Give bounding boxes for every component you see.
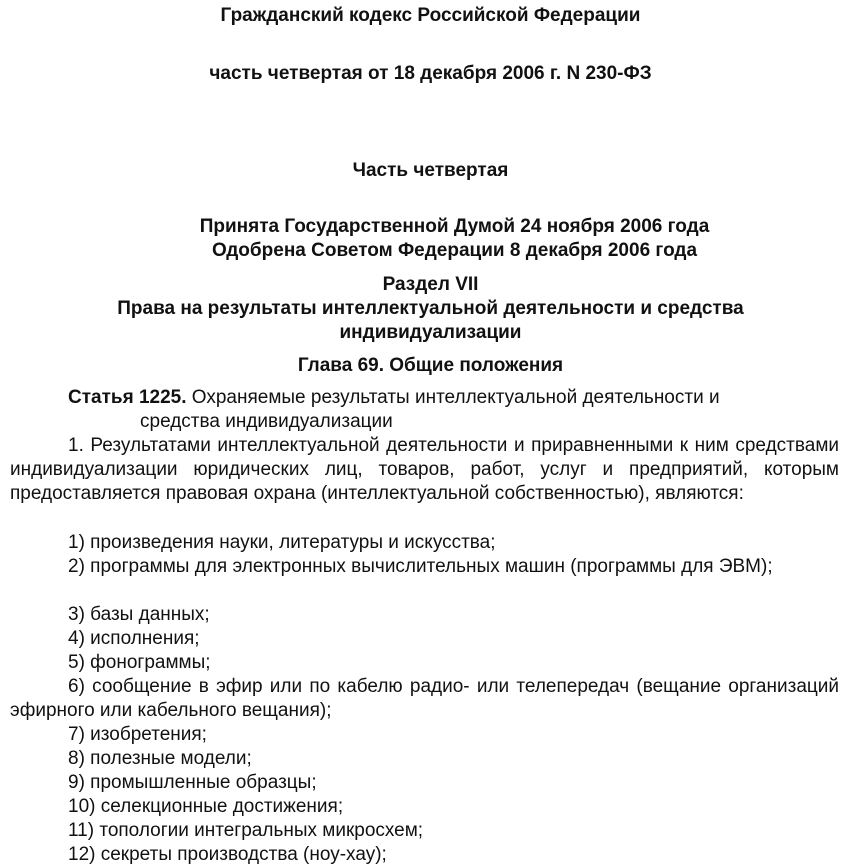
chapter-title: Глава 69. Общие положения [297,355,564,376]
document-title: Гражданский кодекс Российской Федерации [220,5,641,26]
list-item: 11) топологии интегральных микросхем; [68,820,424,841]
list-item: 5) фонограммы; [68,652,211,673]
paragraph-1: 1. Результатами интеллектуальной деятельности и приравненными к ним средствами индивидуализации юридических лиц, товаров, работ, услуг и предприятий, которым предоставляется правовая охрана (интеллектуальной собственностью), являются: [10,435,839,504]
section-title-line2: индивидуализации [339,322,522,343]
list-item: 3) базы данных; [68,604,210,625]
list-item: 4) исполнения; [68,628,200,649]
list-item: 2) программы для электронных вычислительных машин (программы для ЭВМ); [68,556,773,577]
adopted-line: Принята Государственной Думой 24 ноября 2006 года [199,216,710,237]
list-item: 12) секреты производства (ноу-хау); [68,844,387,865]
approved-line: Одобрена Советом Федерации 8 декабря 2006 года [211,240,698,261]
article-heading [68,386,839,410]
section-number: Раздел VII [382,274,479,295]
list-item: 10) селекционные достижения; [68,796,344,817]
article-heading-line2: средства индивидуализации [140,411,393,432]
list-item: 9) промышленные образцы; [68,772,317,793]
document-subtitle: часть четвертая от 18 декабря 2006 г. N 230-ФЗ [209,63,652,84]
part-title: Часть четвертая [352,160,509,181]
list-item: 1) произведения науки, литературы и искусства; [68,532,496,553]
article-heading-text: Охраняемые результаты интеллектуальной деятельности и [186,387,720,408]
article-label: Статья 1225. [68,387,187,408]
list-item: 7) изобретения; [68,724,207,745]
section-title-line1: Права на результаты интеллектуальной деятельности и средства [117,298,744,319]
list-item: 6) сообщение в эфир или по кабелю радио- или телепередач (вещание организаций эфирного или кабельного вещания); [10,676,839,721]
list-item: 8) полезные модели; [68,748,252,769]
